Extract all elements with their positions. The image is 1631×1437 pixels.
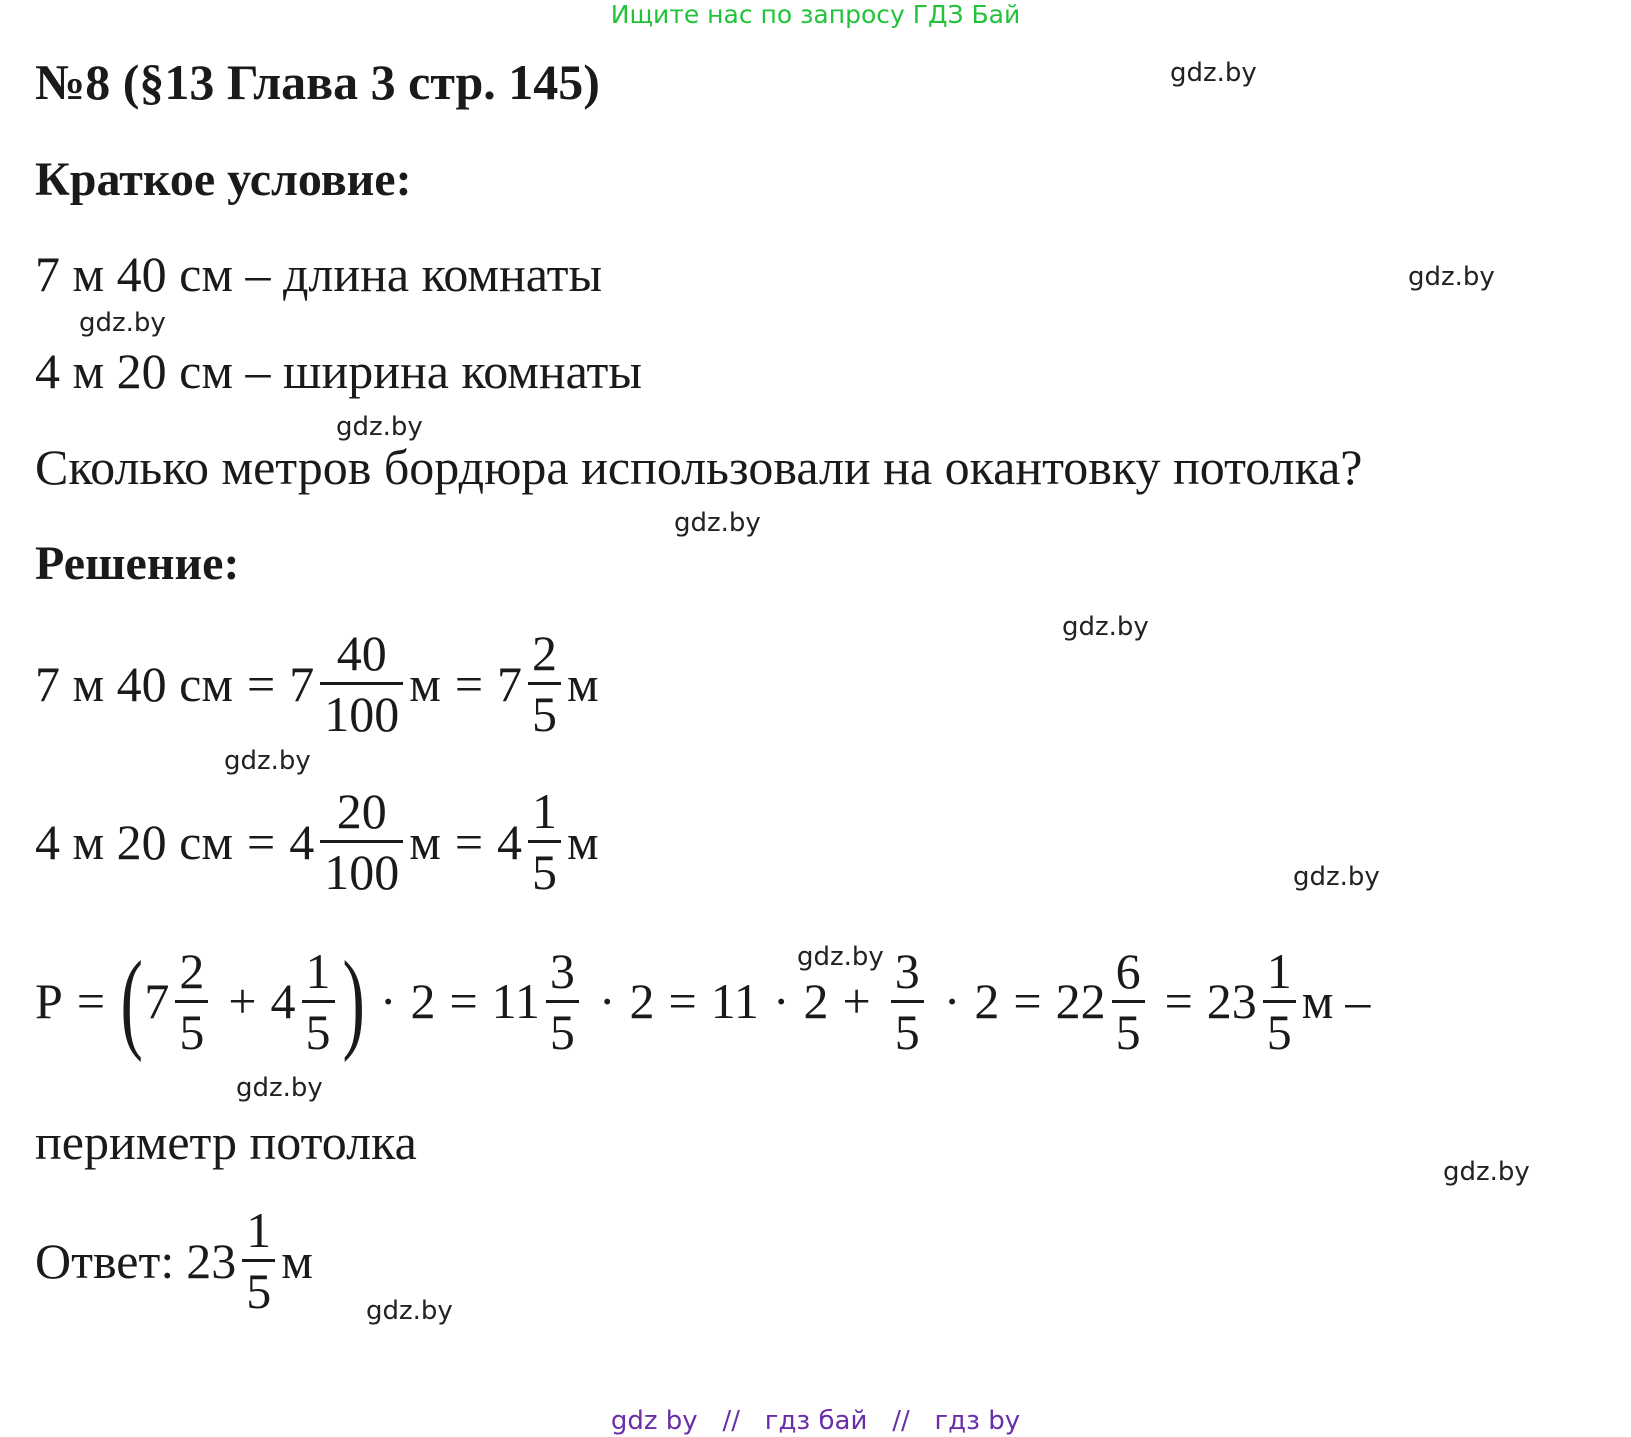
- watermark: gdz.by: [236, 1073, 323, 1103]
- whole-part: 22: [1055, 973, 1106, 1029]
- unit: м: [567, 655, 599, 712]
- watermark: gdz.by: [336, 412, 423, 442]
- link-gdz-bai[interactable]: гдз бай: [764, 1406, 868, 1436]
- fraction-bar: [891, 1000, 924, 1003]
- factor: 2: [629, 973, 655, 1029]
- numerator: 3: [549, 942, 575, 999]
- unit: м: [567, 813, 599, 870]
- equals-sign: =: [1164, 973, 1193, 1029]
- watermark: gdz.by: [1293, 862, 1380, 892]
- fraction-bar: [175, 1000, 208, 1003]
- fraction-bar: [1263, 1000, 1296, 1003]
- denominator: 5: [894, 1003, 920, 1060]
- watermark: gdz.by: [1062, 612, 1149, 642]
- fraction-bar: [320, 682, 403, 685]
- bottom-links: [0, 1406, 1631, 1436]
- condition-line-length: 7 м 40 см – длина комнаты: [35, 246, 603, 302]
- whole-part: 11: [491, 973, 540, 1029]
- close-paren: ): [341, 939, 365, 1063]
- denominator: 5: [305, 1003, 331, 1060]
- unit: м: [281, 1232, 313, 1289]
- solution-heading: Решение:: [35, 537, 240, 590]
- condition-question: Сколько метров бордюра использовали на окантовку потолка?: [35, 439, 1363, 495]
- denominator: 5: [246, 1263, 272, 1319]
- numerator: 2: [532, 625, 558, 681]
- unit: м: [409, 813, 441, 870]
- denominator: 5: [179, 1003, 205, 1060]
- fraction: [320, 625, 403, 742]
- link-separator: //: [722, 1406, 740, 1436]
- unit: м: [1301, 973, 1334, 1029]
- link-separator: //: [892, 1406, 910, 1436]
- denominator: 100: [324, 686, 400, 742]
- eq-lhs: 7 м 40 см: [35, 655, 233, 712]
- eq-lhs: 4 м 20 см: [35, 813, 233, 870]
- multiply-dot: ·: [772, 973, 790, 1029]
- watermark: gdz.by: [797, 942, 884, 972]
- factor: 2: [803, 973, 829, 1029]
- multiply-dot: ·: [943, 973, 961, 1029]
- fraction: [1112, 942, 1145, 1060]
- condition-heading: Краткое условие:: [35, 153, 412, 206]
- watermark: gdz.by: [1408, 262, 1495, 292]
- equation-length: [35, 625, 599, 742]
- denominator: 100: [324, 844, 400, 900]
- numerator: 40: [336, 625, 387, 681]
- multiply-dot: ·: [598, 973, 616, 1029]
- equals-sign: =: [76, 973, 106, 1029]
- factor: 2: [410, 973, 436, 1029]
- perimeter-caption: периметр потолка: [35, 1114, 417, 1170]
- fraction: [302, 942, 335, 1060]
- plus-sign: +: [228, 973, 257, 1029]
- fraction-bar: [1112, 1000, 1145, 1003]
- equals-sign: =: [454, 813, 484, 870]
- multiply-dot: ·: [379, 973, 397, 1029]
- fraction: [528, 625, 561, 742]
- fraction-bar: [320, 840, 403, 843]
- link-gdz-by[interactable]: gdz by: [610, 1406, 698, 1436]
- denominator: 5: [532, 686, 558, 742]
- whole-part: 11: [710, 973, 759, 1029]
- numerator: 1: [532, 783, 558, 839]
- factor: 2: [974, 973, 1000, 1029]
- numerator: 1: [246, 1202, 272, 1258]
- equals-sign: =: [449, 973, 478, 1029]
- fraction: [175, 942, 208, 1060]
- whole-part: 4: [289, 813, 315, 870]
- fraction: [528, 783, 561, 900]
- watermark: gdz.by: [79, 308, 166, 338]
- fraction-bar: [546, 1000, 579, 1003]
- dash: –: [1345, 973, 1371, 1029]
- equals-sign: =: [668, 973, 697, 1029]
- denominator: 5: [1266, 1003, 1292, 1060]
- fraction: [1263, 942, 1296, 1060]
- numerator: 1: [1266, 942, 1292, 999]
- open-paren: (: [120, 939, 143, 1063]
- numerator: 2: [179, 942, 205, 999]
- fraction-bar: [242, 1259, 275, 1262]
- whole-part: 7: [144, 973, 170, 1029]
- whole-part: 7: [289, 655, 315, 712]
- watermark: gdz.by: [1443, 1157, 1530, 1187]
- equals-sign: =: [1013, 973, 1042, 1029]
- watermark: gdz.by: [1170, 58, 1257, 88]
- fraction-bar: [528, 682, 561, 685]
- numerator: 20: [336, 783, 387, 839]
- perimeter-symbol: P: [35, 973, 63, 1029]
- fraction: [320, 783, 403, 900]
- fraction-bar: [302, 1000, 335, 1003]
- link-gdz-by-cyr[interactable]: гдз by: [934, 1406, 1021, 1436]
- top-banner[interactable]: Ищите нас по запросу ГДЗ Бай: [610, 0, 1021, 29]
- fraction: [546, 942, 579, 1060]
- equals-sign: =: [454, 655, 484, 712]
- watermark: gdz.by: [224, 746, 311, 776]
- unit: м: [409, 655, 441, 712]
- numerator: 3: [894, 942, 920, 999]
- answer-label: Ответ:: [35, 1232, 175, 1289]
- whole-part: 23: [186, 1232, 237, 1289]
- watermark: gdz.by: [366, 1296, 453, 1326]
- fraction-bar: [528, 840, 561, 843]
- denominator: 5: [1115, 1003, 1141, 1060]
- equation-width: [35, 783, 599, 900]
- condition-line-width: 4 м 20 см – ширина комнаты: [35, 343, 642, 399]
- whole-part: 4: [497, 813, 523, 870]
- whole-part: 4: [270, 973, 296, 1029]
- whole-part: 23: [1206, 973, 1257, 1029]
- equals-sign: =: [246, 655, 276, 712]
- equation-perimeter: [35, 939, 1371, 1063]
- denominator: 5: [549, 1003, 575, 1060]
- numerator: 6: [1115, 942, 1141, 999]
- fraction: [891, 942, 924, 1060]
- watermark: gdz.by: [674, 508, 761, 538]
- fraction: [242, 1202, 275, 1319]
- plus-sign: +: [842, 973, 871, 1029]
- equals-sign: =: [246, 813, 276, 870]
- numerator: 1: [305, 942, 331, 999]
- denominator: 5: [532, 844, 558, 900]
- page-title: №8 (§13 Глава 3 стр. 145): [35, 54, 600, 110]
- answer: [35, 1202, 313, 1319]
- whole-part: 7: [497, 655, 523, 712]
